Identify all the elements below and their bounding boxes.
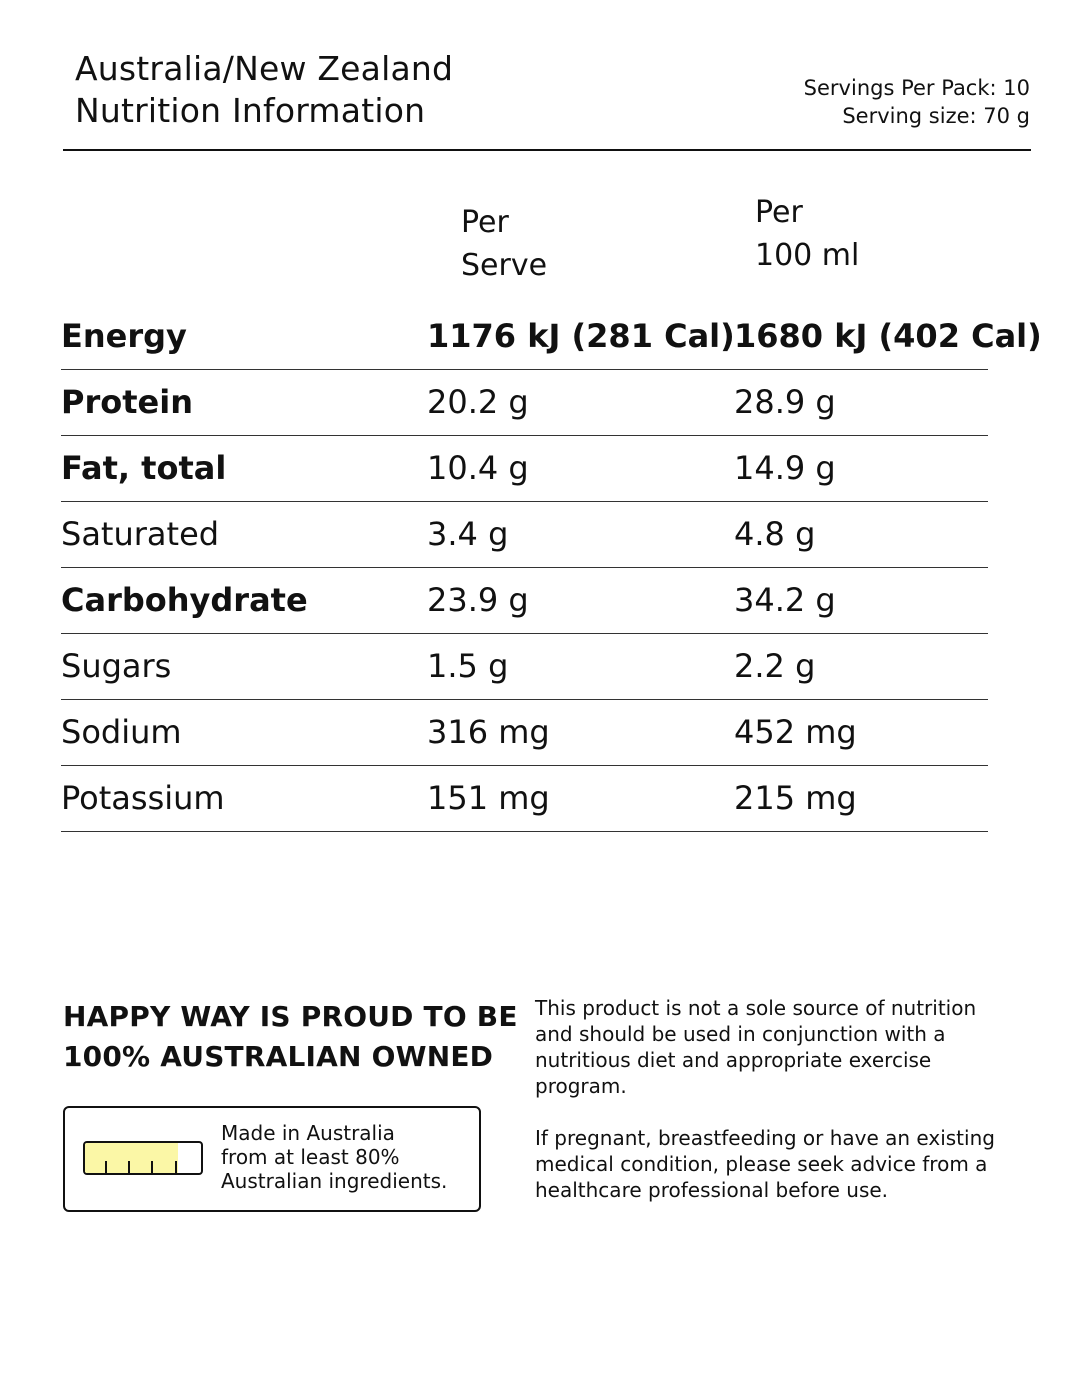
per-100-value: 1680 kJ (402 Cal)	[734, 317, 1042, 355]
meter-fill	[85, 1143, 178, 1173]
meter-tick	[105, 1161, 107, 1173]
per-serve-value: 3.4 g	[427, 515, 509, 553]
per-serve-value: 1176 kJ (281 Cal)	[427, 317, 735, 355]
made-in-line-1: Made in Australia	[221, 1121, 395, 1145]
table-row-carbohydrate	[61, 567, 988, 634]
proud-line-1: HAPPY WAY IS PROUD TO BE	[63, 1000, 518, 1033]
disclaimer-medical: If pregnant, breastfeeding or have an existing medical condition, please seek advice from a healthcare professional before use.	[535, 1126, 995, 1202]
table-row-saturated	[61, 501, 988, 568]
table-row-energy	[61, 303, 1042, 370]
meter-tick	[128, 1161, 130, 1173]
proud-line-2: 100% AUSTRALIAN OWNED	[63, 1040, 494, 1073]
serving-size: Serving size: 70 g	[842, 104, 1030, 128]
column-header-per-serve	[461, 201, 547, 287]
per-100-value: 4.8 g	[734, 515, 816, 553]
meter-tick	[175, 1161, 177, 1173]
title-line-2: Nutrition Information	[75, 91, 426, 130]
made-in-australia-badge	[63, 1106, 481, 1212]
per-serve-value: 316 mg	[427, 713, 550, 751]
table-row-sugars	[61, 633, 988, 700]
made-in-text	[221, 1121, 447, 1193]
nutrient-name: Fat, total	[61, 449, 227, 487]
per-100-value: 2.2 g	[734, 647, 816, 685]
per-100-line-1: Per	[755, 195, 803, 230]
nutrient-name: Potassium	[61, 779, 225, 817]
nutrient-name: Carbohydrate	[61, 581, 308, 619]
per-serve-value: 151 mg	[427, 779, 550, 817]
per-serve-value: 23.9 g	[427, 581, 529, 619]
serving-info	[804, 74, 1030, 130]
per-serve-value: 10.4 g	[427, 449, 529, 487]
table-row-potassium	[61, 765, 988, 832]
header-divider	[63, 149, 1031, 151]
per-100-value: 14.9 g	[734, 449, 836, 487]
nutrient-name: Sodium	[61, 713, 182, 751]
panel-title	[75, 48, 453, 132]
per-100-value: 28.9 g	[734, 383, 836, 421]
nutrient-name: Sugars	[61, 647, 172, 685]
nutrient-name: Saturated	[61, 515, 220, 553]
australian-owned-heading	[63, 997, 518, 1077]
per-serve-line-1: Per	[461, 205, 509, 240]
table-row-sodium	[61, 699, 988, 766]
table-row-protein	[61, 369, 988, 436]
servings-per-pack: Servings Per Pack: 10	[803, 76, 1030, 100]
meter-tick	[151, 1161, 153, 1173]
per-100-value: 215 mg	[734, 779, 857, 817]
per-100-value: 452 mg	[734, 713, 857, 751]
per-100-line-2: 100 ml	[755, 238, 860, 273]
per-100-value: 34.2 g	[734, 581, 836, 619]
made-in-line-2: from at least 80%	[221, 1145, 400, 1169]
per-serve-line-2: Serve	[461, 248, 548, 283]
nutrient-name: Energy	[61, 317, 187, 355]
per-serve-value: 1.5 g	[427, 647, 509, 685]
table-row-fat-total	[61, 435, 988, 502]
column-header-per-100ml	[755, 191, 859, 277]
title-line-1: Australia/New Zealand	[75, 49, 454, 88]
made-in-line-3: Australian ingredients.	[221, 1169, 448, 1193]
nutrient-name: Protein	[61, 383, 193, 421]
per-serve-value: 20.2 g	[427, 383, 529, 421]
ingredient-meter-icon	[83, 1141, 203, 1175]
disclaimer-nutrition: This product is not a sole source of nutrition and should be used in conjunction with a nutritious diet and appropriate exercise program.	[535, 996, 977, 1098]
